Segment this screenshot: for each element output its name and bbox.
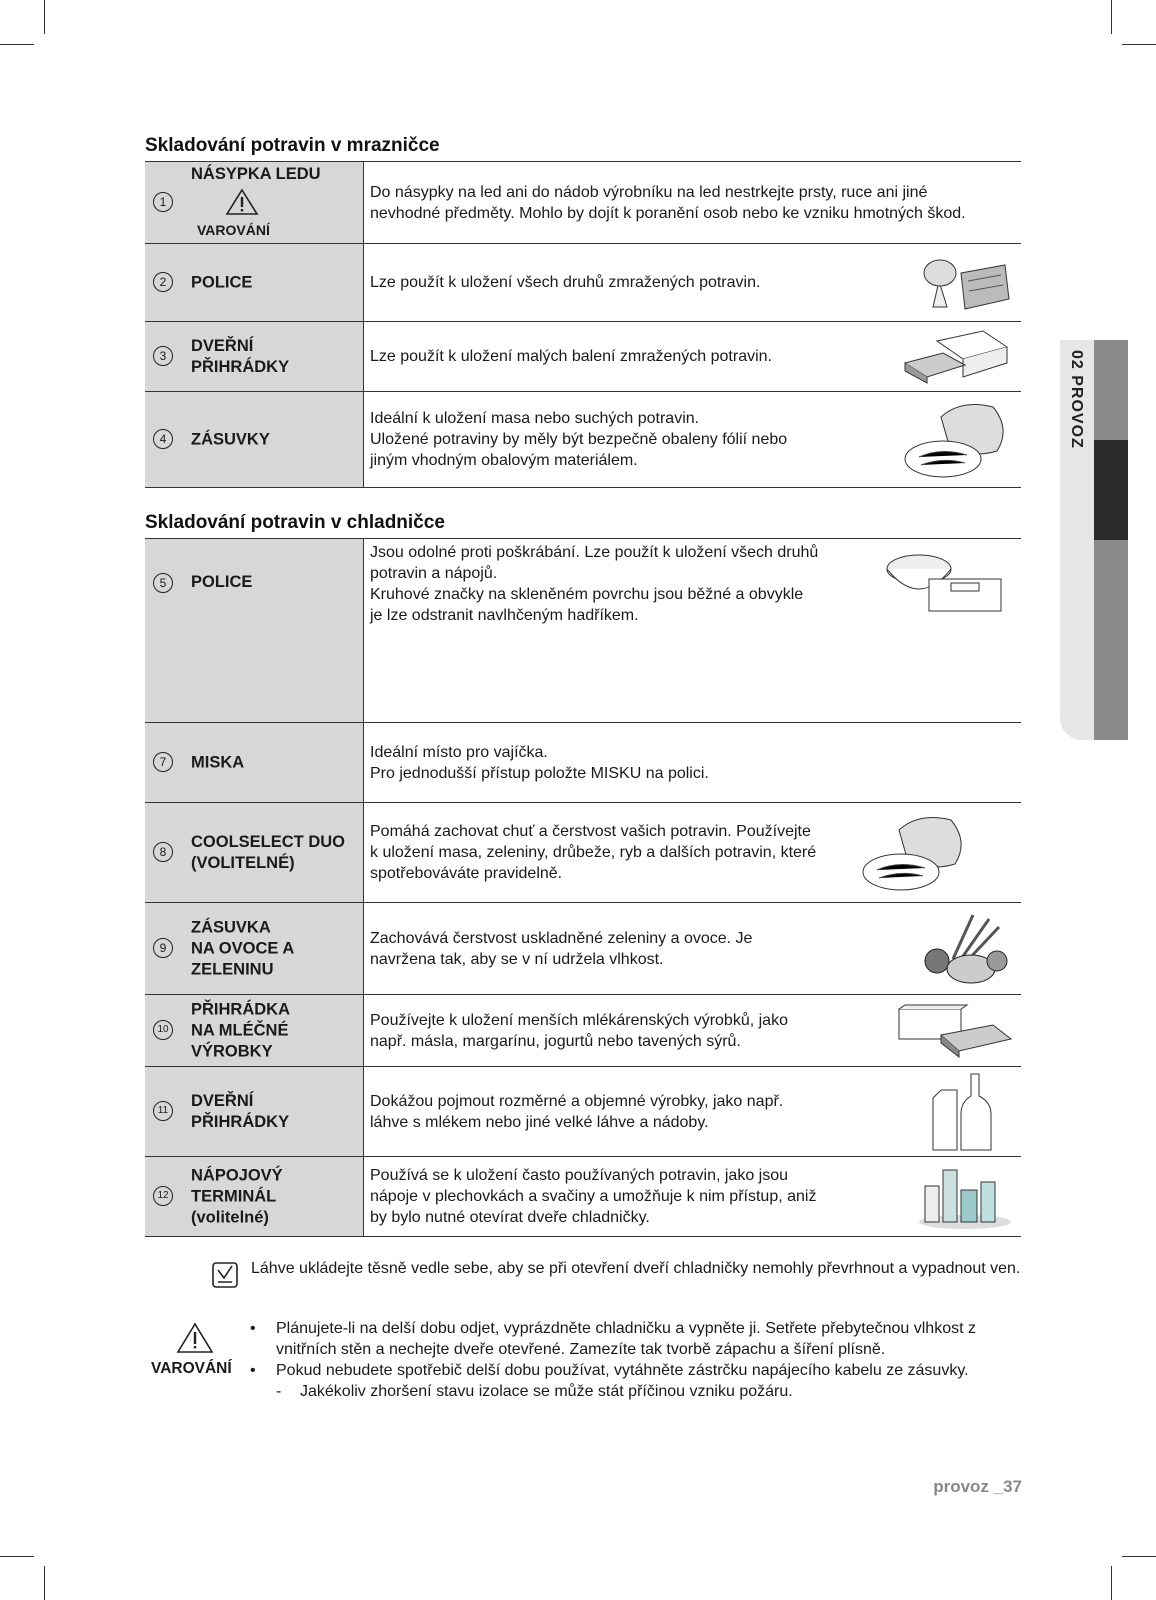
row-description [364, 539, 1022, 723]
row-label-cell [145, 995, 364, 1067]
frozen-packages-illustration [903, 329, 1013, 385]
row-description [364, 903, 1022, 995]
row-label: DVEŘNÍ PŘIHRÁDKY [191, 1091, 290, 1131]
row-description [364, 1157, 1022, 1237]
fridge-table [145, 538, 1021, 1237]
table-row [145, 803, 1021, 903]
table-row [145, 723, 1021, 803]
row-label-cell [145, 244, 364, 322]
item-number: 3 [153, 346, 173, 366]
chapter-side-tab [1060, 340, 1130, 740]
bullet-text: Pokud nebudete spotřebič delší dobu používat, vytáhněte zástrčku napájecího kabelu ze zásuvky. [276, 1362, 969, 1379]
row-description [364, 803, 1022, 903]
item-number: 8 [153, 842, 173, 862]
row-label: POLICE [191, 573, 253, 591]
table-row [145, 392, 1021, 488]
row-label-cell [145, 1067, 364, 1157]
description-text: Jsou odolné proti poškrábání. Lze použít k uložení všech druhů potravin a nápojů. Kruhové značky na skleněném povrchu jsou běžné a obvykle je lze odstranit navlhčeným hadříkem. [370, 544, 819, 624]
table-row [145, 995, 1021, 1067]
row-label-cell [145, 539, 364, 723]
row-label: NÁPOJOVÝ TERMINÁL (volitelné) [191, 1166, 283, 1226]
item-number: 5 [153, 573, 173, 593]
table-row [145, 322, 1021, 392]
page-footer: provoz _37 [933, 1477, 1022, 1496]
table-row [145, 539, 1021, 723]
description-text: Pomáhá zachovat chuť a čerstvost vašich potravin. Používejte k uložení masa, zeleniny, drůbeže, ryb a dalších potravin, které spotřebováváte pravidelně. [370, 823, 817, 882]
note-icon [212, 1262, 238, 1288]
fridge-section-title: Skladování potravin v chladničce [145, 512, 445, 533]
table-row [145, 244, 1021, 322]
freezer-table [145, 161, 1021, 488]
item-number: 9 [153, 938, 173, 958]
row-label: NÁSYPKA LEDU [191, 165, 321, 183]
meat-fish-illustration [859, 812, 971, 894]
description-text: Ideální místo pro vajíčka. Pro jednodušší přístup položte MISKU na polici. [370, 743, 709, 782]
warning-list [248, 1318, 1028, 1402]
chapter-label: 02 PROVOZ [1068, 350, 1085, 449]
description-text: Dokážou pojmout rozměrné a objemné výrobky, jako např. láhve s mlékem nebo jiné velké láhve a nádoby. [370, 1092, 784, 1131]
bottles-illustration [929, 1072, 997, 1152]
crop-mark [0, 44, 34, 45]
row-label: ZÁSUVKY [191, 430, 270, 448]
description-text: Lze použít k uložení všech druhů zmražených potravin. [370, 274, 761, 291]
row-label-cell [145, 392, 364, 488]
meat-fish-illustration [901, 399, 1013, 481]
crop-mark [1111, 0, 1112, 34]
row-label: ZÁSUVKA NA OVOCE A ZELENINU [191, 918, 295, 978]
row-label: COOLSELECT DUO (VOLITELNÉ) [191, 832, 346, 872]
row-label-cell [145, 723, 364, 803]
row-label: POLICE [191, 273, 253, 291]
vegetables-illustration [913, 909, 1013, 989]
description-text: Zachovává čerstvost uskladněné zeleniny a ovoce. Je navržena tak, aby se v ní udržela vlhkost. [370, 929, 753, 968]
crop-mark [44, 0, 45, 34]
item-number: 10 [153, 1020, 173, 1040]
row-description [364, 1067, 1022, 1157]
ice-cream-illustration [913, 251, 1013, 315]
row-label: DVEŘNÍ PŘIHRÁDKY [191, 336, 290, 376]
warning-label: VAROVÁNÍ [197, 222, 270, 238]
item-number: 4 [153, 429, 173, 449]
item-number: 12 [153, 1186, 173, 1206]
item-number: 11 [153, 1101, 173, 1121]
crop-mark [1122, 1556, 1156, 1557]
row-description [364, 244, 1022, 322]
list-item: • Plánujete-li na delší dobu odjet, vyprázdněte chladničku a vypněte ji. Setřete přebytečnou vlhkost z vnitřních stěn a nechejte dveře otevřené. Zamezíte tak tvorbě zápachu a šíření plísně. [250, 1320, 976, 1358]
description-text: Lze použít k uložení malých balení zmražených potravin. [370, 348, 772, 365]
row-label-cell [145, 162, 364, 244]
row-description [364, 995, 1022, 1067]
crop-mark [0, 1556, 34, 1557]
crop-mark [44, 1566, 45, 1600]
item-number: 7 [153, 752, 173, 772]
drinks-illustration [917, 1164, 1013, 1230]
row-label-cell [145, 903, 364, 995]
row-description [364, 723, 1022, 803]
description-text: Do násypky na led ani do nádob výrobníku na led nestrkejte prsty, ruce ani jiné nevhodné předměty. Mohlo by dojít k poranění osob nebo ke vzniku hmotných škod. [370, 183, 966, 222]
table-row [145, 903, 1021, 995]
warning-label: VAROVÁNÍ [151, 1360, 232, 1377]
bullet-text: Plánujete-li na delší dobu odjet, vyprázdněte chladničku a vypněte ji. Setřete přebytečnou vlhkost z vnitřních stěn a nechejte dveře otevřené. Zamezíte tak tvorbě zápachu a šíření plísně. [276, 1320, 976, 1358]
row-description [364, 392, 1022, 488]
description-text: Používá se k uložení často používaných potravin, jako jsou nápoje v plechovkách a svačiny a umožňuje k nim přístup, aniž by bylo nutné otevírat dveře chladničky. [370, 1167, 817, 1226]
table-row [145, 1157, 1021, 1237]
crop-mark [1111, 1566, 1112, 1600]
row-label-cell [145, 1157, 364, 1237]
row-label: PŘIHRÁDKA NA MLÉČNÉ VÝROBKY [191, 1000, 290, 1060]
salad-bowl-illustration [885, 549, 1005, 619]
row-label-cell [145, 322, 364, 392]
item-number: 2 [153, 272, 173, 292]
crop-mark [1122, 44, 1156, 45]
description-text: Používejte k uložení menších mlékárenských výrobků, jako např. másla, margarínu, jogurtů nebo tavených sýrů. [370, 1011, 788, 1050]
table-row [145, 1067, 1021, 1157]
description-text: Ideální k uložení masa nebo suchých potravin. Uložené potraviny by měly být bezpečně obaleny fólií nebo jiným vhodným obalovým materiálem. [370, 410, 788, 469]
bullet-text: Jakékoliv zhoršení stavu izolace se může stát příčinou vzniku požáru. [300, 1383, 793, 1400]
row-description [364, 322, 1022, 392]
freezer-section-title: Skladování potravin v mrazničce [145, 135, 440, 156]
note-text: Láhve ukládejte těsně vedle sebe, aby se při otevření dveří chladničky nemohly převrhnout a vypadnout ven. [251, 1260, 1021, 1277]
table-row [145, 162, 1021, 244]
list-item: - Jakékoliv zhoršení stavu izolace se může stát příčinou vzniku požáru. [276, 1383, 793, 1400]
row-description [364, 162, 1022, 244]
warning-icon [225, 188, 259, 216]
row-label: MISKA [191, 753, 245, 771]
dairy-illustration [895, 1003, 1013, 1059]
item-number: 1 [153, 192, 173, 212]
list-item: • Pokud nebudete spotřebič delší dobu používat, vytáhněte zástrčku napájecího kabelu ze zásuvky. [250, 1362, 969, 1379]
row-label-cell [145, 803, 364, 903]
warning-icon [176, 1322, 214, 1354]
